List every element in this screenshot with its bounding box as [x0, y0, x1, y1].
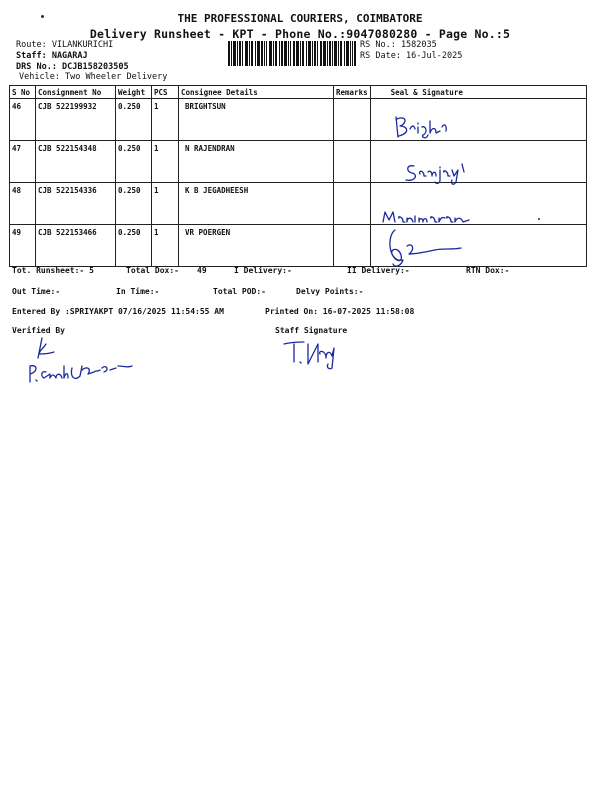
cell-remarks	[334, 141, 371, 183]
out-time: Out Time:-	[12, 287, 61, 296]
cell-consignment: CJB 522153466	[36, 225, 116, 267]
col-header-consignment: Consignment No	[36, 86, 116, 99]
table-header-row	[10, 86, 587, 99]
page-title: THE PROFESSIONAL COURIERS, COIMBATORE	[177, 12, 423, 25]
verified-by-label: Verified By	[12, 326, 65, 335]
cell-consignee: K B JEGADHEESH	[179, 183, 334, 225]
table-row	[10, 141, 587, 183]
cell-remarks	[334, 183, 371, 225]
runsheet-subtitle: Delivery Runsheet - KPT - Phone No.:9047080280 - Page No.:5	[89, 27, 511, 41]
col-header-sno: S No	[10, 86, 36, 99]
cell-sno: 47	[10, 141, 36, 183]
ii-delivery: II Delivery:-	[347, 266, 410, 275]
cell-consignment: CJB 522154348	[36, 141, 116, 183]
staff-signature-label: Staff Signature	[275, 326, 348, 335]
cell-weight: 0.250	[116, 225, 152, 267]
total-runsheet: Tot. Runsheet:- 5	[12, 266, 94, 275]
cell-sno: 46	[10, 99, 36, 141]
rtn-dox: RTN Dox:-	[466, 266, 510, 275]
table-row	[10, 99, 587, 141]
signature-row4	[385, 226, 477, 270]
total-pod: Total POD:-	[213, 287, 266, 296]
col-header-signature: Seal & Signature	[370, 86, 586, 99]
col-header-pcs: PCS	[152, 86, 179, 99]
vehicle-info: Vehicle: Two Wheeler Delivery	[19, 72, 168, 82]
entered-by: Entered By :SPRIYAKPT 07/16/2025 11:54:55 AM	[12, 307, 224, 316]
signature-brightsun	[392, 113, 452, 141]
cell-sno: 48	[10, 183, 36, 225]
cell-weight: 0.250	[116, 183, 152, 225]
ink-dot	[538, 218, 540, 220]
printed-on: Printed On: 16-07-2025 11:58:08	[265, 307, 415, 316]
signature-staff	[282, 338, 352, 370]
delivery-points: Delvy Points:-	[296, 287, 364, 296]
cell-remarks	[334, 225, 371, 267]
col-header-remarks: Remarks	[334, 86, 371, 99]
staff-info: Staff: NAGARAJ	[16, 51, 88, 61]
cell-consignee: BRIGHTSUN	[179, 99, 334, 141]
table-row	[10, 225, 587, 267]
cell-sno: 49	[10, 225, 36, 267]
rs-date: RS Date: 16-Jul-2025	[360, 51, 463, 61]
drs-number: DRS No.: DCJB158203505	[16, 62, 129, 72]
barcode-image	[228, 41, 356, 66]
cell-pcs: 1	[152, 225, 179, 267]
cell-weight: 0.250	[116, 99, 152, 141]
total-dox-value: 49	[197, 266, 207, 275]
col-header-weight: Weight	[116, 86, 152, 99]
signature-manimaran	[381, 208, 471, 226]
cell-remarks	[334, 99, 371, 141]
cell-pcs: 1	[152, 99, 179, 141]
in-time: In Time:-	[116, 287, 160, 296]
runsheet-table	[9, 85, 587, 267]
cell-consignment: CJB 522154336	[36, 183, 116, 225]
cell-weight: 0.250	[116, 141, 152, 183]
route-info: Route: VILANKURICHI	[16, 40, 114, 50]
cell-consignment: CJB 522199932	[36, 99, 116, 141]
i-delivery: I Delivery:-	[234, 266, 292, 275]
signature-sanjay	[402, 158, 482, 186]
col-header-consignee: Consignee Details	[179, 86, 334, 99]
cell-consignee: VR POERGEN	[179, 225, 334, 267]
cell-consignee: N RAJENDRAN	[179, 141, 334, 183]
total-dox-label: Total Dox:-	[126, 266, 179, 275]
signature-verifier	[24, 336, 136, 386]
cell-pcs: 1	[152, 141, 179, 183]
rs-number: RS No.: 1582035	[360, 40, 437, 50]
table-row	[10, 183, 587, 225]
cell-pcs: 1	[152, 183, 179, 225]
